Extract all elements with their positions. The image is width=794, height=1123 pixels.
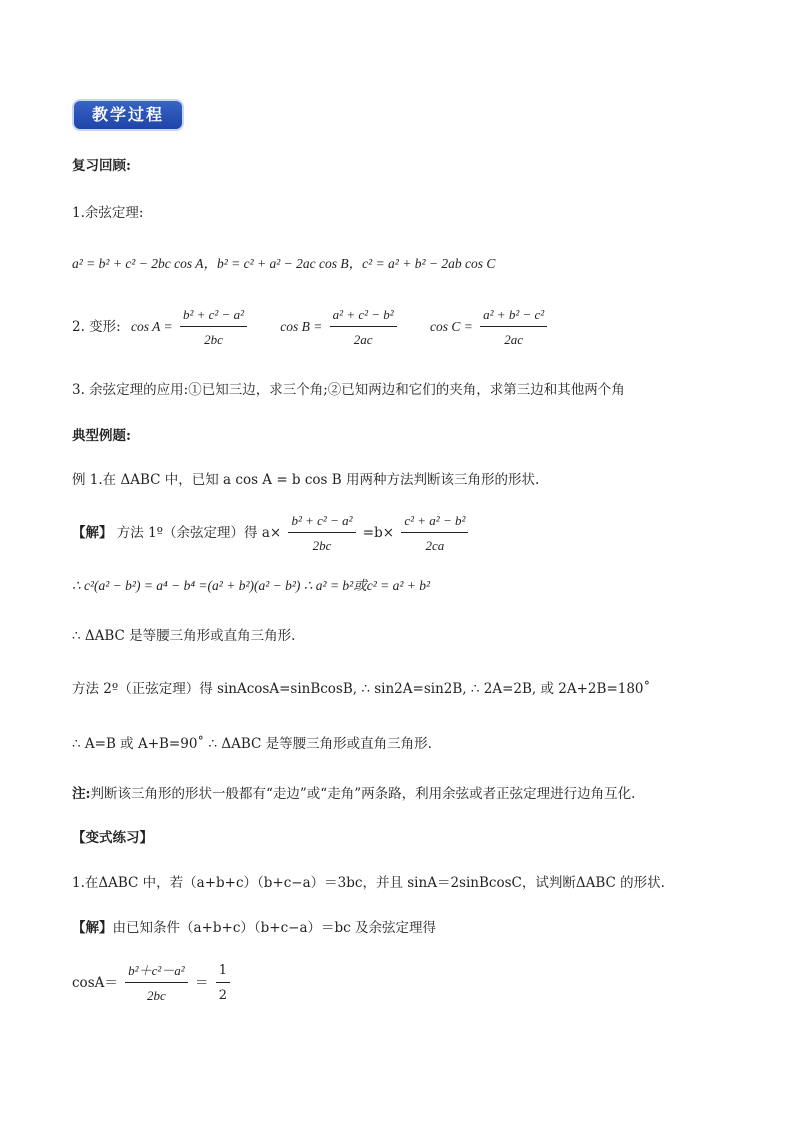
practice-solution-label: 【解】 bbox=[72, 920, 113, 936]
cosB-denominator: 2ac bbox=[353, 332, 373, 347]
practice-heading: 【变式练习】 bbox=[72, 830, 153, 846]
practice-fraction bbox=[125, 962, 187, 1005]
law-of-cosines-formula: a² = b² + c² − 2bc cos A，b² = c² + a² − 2ac cos B，c² = a² + b² − 2ab cos C bbox=[72, 256, 496, 271]
cosB-numerator: a² + c² − b² bbox=[330, 306, 397, 327]
cosA-fraction bbox=[180, 306, 247, 349]
note bbox=[72, 785, 635, 803]
note-text: 判断该三角形的形状一般都有“走边”或“走角”两条路，利用余弦或者正弦定理进行边角互化. bbox=[90, 786, 636, 802]
example-1: 例 1.在 ΔABC 中，已知 a cos A = b cos B 用两种方法判断该三角形的形状. bbox=[72, 472, 540, 488]
practice-solution bbox=[72, 919, 436, 937]
solution-step-3: ∴ ΔABC 是等腰三角形或直角三角形. bbox=[72, 628, 296, 644]
fraction-1-numerator: b² + c² − a² bbox=[288, 512, 355, 533]
solution-method-2: 方法 2º（正弦定理）得 sinAcosA=sinBcosB, ∴ sin2A=sin2B, ∴ 2A=2B, 或 2A+2B=180˚ bbox=[72, 681, 651, 697]
practice-cos-lhs: cosA＝ bbox=[72, 975, 118, 991]
one-half-fraction bbox=[216, 962, 230, 1005]
review-item-3: 3. 余弦定理的应用:①已知三边，求三个角;②已知两边和它们的夹角，求第三边和其他两个角 bbox=[72, 382, 625, 398]
review-heading: 复习回顾: bbox=[72, 158, 131, 174]
cosB-lhs: cos B = bbox=[280, 319, 323, 334]
review-item-1: 1.余弦定理: bbox=[72, 205, 144, 221]
solution-step-5: ∴ A=B 或 A+B=90˚ ∴ ΔABC 是等腰三角形或直角三角形. bbox=[72, 736, 432, 752]
practice-cosA-result bbox=[72, 962, 233, 1005]
method1-equals: =b× bbox=[362, 525, 395, 541]
section-badge: 教学过程 bbox=[74, 101, 182, 129]
solution-label: 【解】 bbox=[72, 525, 113, 541]
solution-step-2: ∴ c²(a² − b²) = a⁴ − b⁴ =(a² + b²)(a² − b²) ∴ a² = b²或c² = a² + b² bbox=[72, 578, 431, 593]
one-half-denominator: 2 bbox=[218, 988, 228, 1003]
practice-solution-text: 由已知条件（a+b+c）（b+c−a）＝bc 及余弦定理得 bbox=[112, 920, 436, 936]
note-label: 注: bbox=[72, 786, 91, 802]
cosC-fraction bbox=[480, 306, 547, 349]
fraction-1-denominator: 2bc bbox=[312, 538, 332, 553]
examples-heading: 典型例题: bbox=[72, 428, 131, 444]
cosC-denominator: 2ac bbox=[504, 332, 524, 347]
practice-question-1: 1.在ΔABC 中，若（a+b+c）（b+c−a）＝3bc，并且 sinA＝2sinBcosC，试判断ΔABC 的形状. bbox=[72, 875, 665, 891]
practice-equals: ＝ bbox=[194, 975, 209, 991]
practice-fraction-numerator: b²＋c²－a² bbox=[125, 962, 187, 983]
fraction-2-denominator: 2ca bbox=[425, 538, 445, 553]
review-item-2 bbox=[72, 306, 550, 349]
cosC-lhs: cos C = bbox=[429, 319, 473, 334]
item2-prefix: 2. 变形: bbox=[72, 319, 121, 335]
cosA-denominator: 2bc bbox=[204, 332, 223, 347]
one-half-numerator: 1 bbox=[216, 962, 230, 983]
cosA-numerator: b² + c² − a² bbox=[180, 306, 247, 327]
method1-prefix: 方法 1º（余弦定理）得 a× bbox=[116, 525, 282, 541]
method1-fraction-1 bbox=[288, 512, 355, 555]
method1-fraction-2 bbox=[401, 512, 468, 555]
solution-method-1 bbox=[72, 512, 471, 555]
cosC-numerator: a² + b² − c² bbox=[480, 306, 547, 327]
cosA-lhs: cos A = bbox=[131, 319, 173, 334]
cosB-fraction bbox=[330, 306, 397, 349]
practice-fraction-denominator: 2bc bbox=[147, 988, 166, 1003]
fraction-2-numerator: c² + a² − b² bbox=[401, 512, 468, 533]
